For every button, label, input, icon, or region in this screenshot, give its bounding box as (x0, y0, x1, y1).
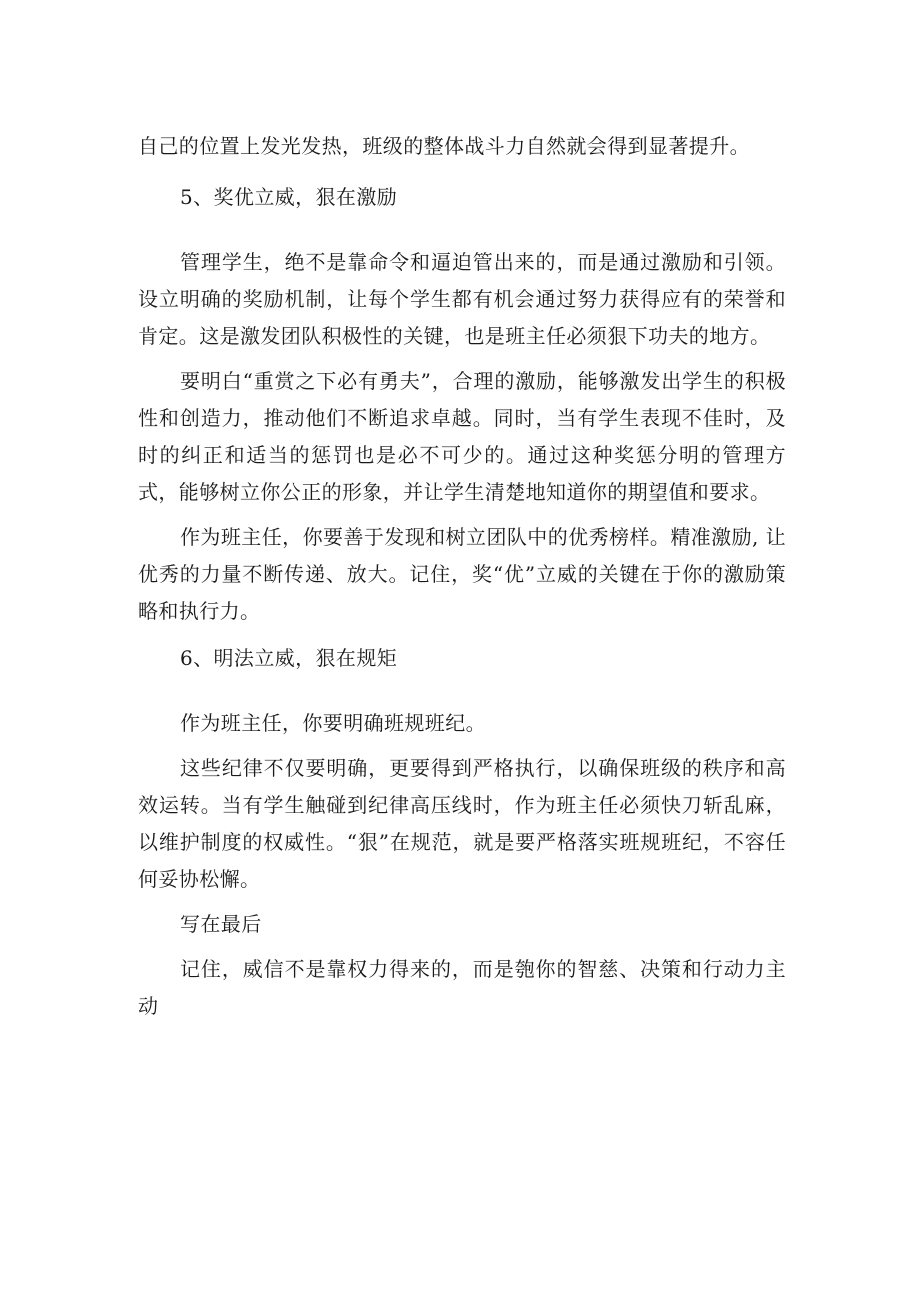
paragraph-body: 管理学生，绝不是靠命令和逼迫管出来的，而是通过激励和引领。设立明确的奖励机制，让每个学生都有机会通过努力获得应有的荣誉和肯定。这是激发团队积极性的关键，也是班主任必须狠下功夫的地方。 (138, 250, 786, 348)
document-body (138, 128, 786, 1025)
paragraph-body: 作为班主任，你要明确班规班纪。 (180, 711, 486, 735)
paragraph-body: 要明白“重赏之下必有勇夫”，合理的激励，能够激发出学生的积极性和创造力，推动他们不断追求卓越。同时，当有学生表现不佳时，及时的纠正和适当的惩罚也是必不可少的。通过这种奖惩分明的管理方式，能够树立你公正的形象，并让学生清楚地知道你的期望值和要求。 (138, 369, 786, 504)
paragraph-closing-title: 写在最后 (180, 912, 262, 936)
paragraph-continuation: 自己的位置上发光发热，班级的整体战斗力自然就会得到显著提升。 (138, 134, 750, 158)
paragraph-body: 记住，威信不是靠权力得来的，而是匏你的智慈、决策和行动力主动 (138, 957, 786, 1018)
section-heading-6: 6、明法立威，狠在规矩 (180, 646, 398, 670)
section-heading-5: 5、奖优立威，狠在激励 (180, 185, 398, 209)
paragraph-body: 作为班主任，你要善于发现和树立团队中的优秀榜样。精准激励, 让优秀的力量不断传递、放大。记住，奖“优”立威的关键在于你的激励策略和执行力。 (138, 525, 786, 623)
paragraph-body: 这些纪律不仅要明确，更要得到严格执行，以确保班级的秩序和高效运转。当有学生触碰到纪律高压线时，作为班主任必须快刀斩乱麻，以维护制度的权威性。“狠”在规范，就是要严格落实班规班纪，不容任何妥协松懈。 (138, 756, 786, 891)
